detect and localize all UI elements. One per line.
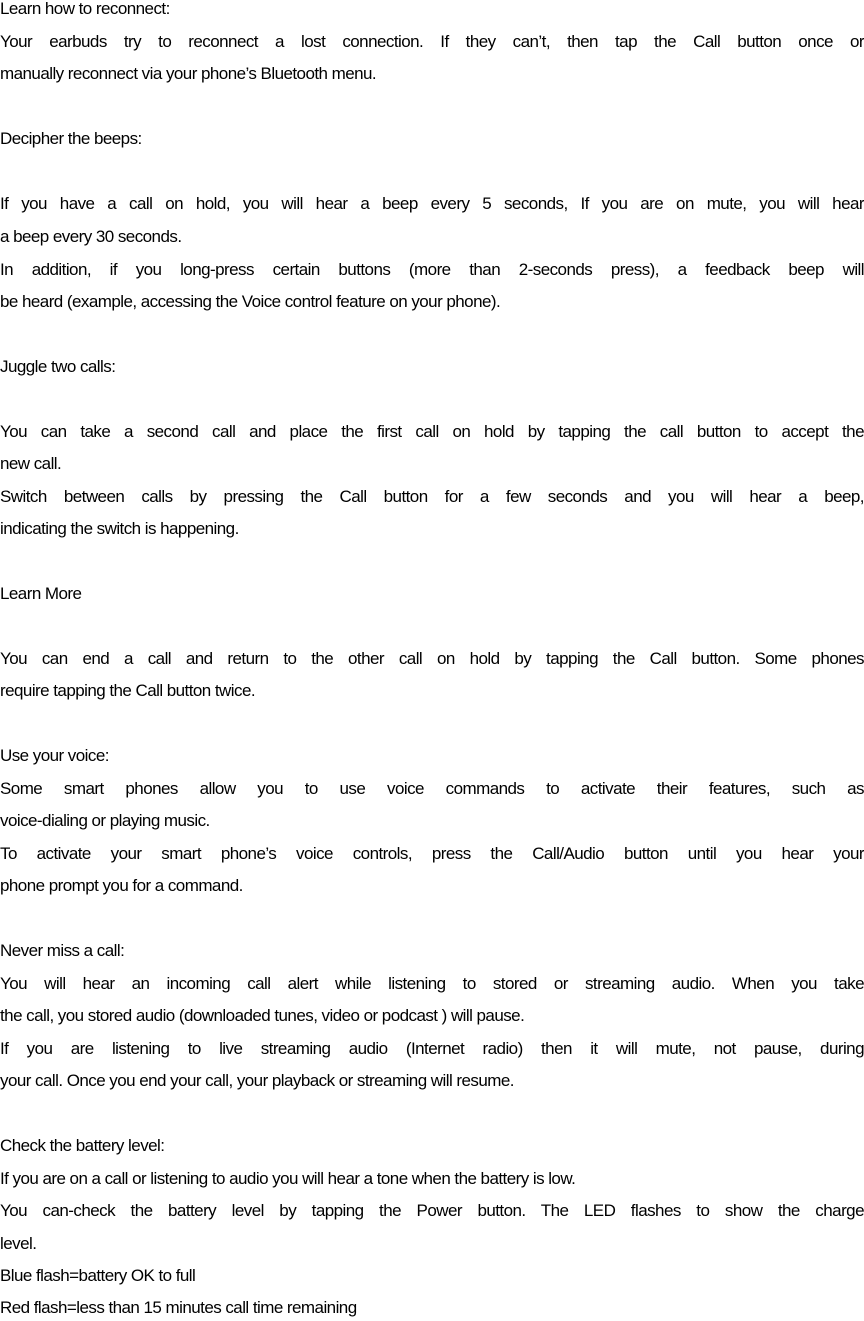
section-heading: Never miss a call: [0,941,125,960]
body-text-line: You can take a second call and place the first call on hold by tapping the call button to accept the [0,422,864,441]
body-text-line: be heard (example, accessing the Voice control feature on your phone). [0,292,501,311]
body-text-line: In addition, if you long-press certain buttons (more than 2-seconds press), a feedback beep will [0,260,864,279]
section-heading: Learn how to reconnect: [0,0,170,18]
body-text-line: To activate your smart phone’s voice controls, press the Call/Audio button until you hear your [0,844,864,863]
body-text-line: If you have a call on hold, you will hear a beep every 5 seconds, If you are on mute, you will hear [0,194,864,213]
body-text-line: If you are listening to live streaming audio (Internet radio) then it will mute, not pause, during [0,1039,864,1058]
body-text-line: You will hear an incoming call alert while listening to stored or streaming audio. When you take [0,974,864,993]
body-text-line: You can-check the battery level by tapping the Power button. The LED flashes to show the charge [0,1201,864,1220]
body-text-line: new call. [0,454,62,473]
section-heading: Use your voice: [0,746,109,765]
body-text-line: your call. Once you end your call, your playback or streaming will resume. [0,1071,514,1090]
body-text-line: indicating the switch is happening. [0,519,239,538]
learn-more-text: Learn More [0,584,82,603]
section-heading: Juggle two calls: [0,357,116,376]
body-text-line: If you are on a call or listening to audio you will hear a tone when the battery is low. [0,1169,576,1188]
body-text-line: voice-dialing or playing music. [0,811,210,830]
body-text-line: phone prompt you for a command. [0,876,243,895]
body-text-line: Switch between calls by pressing the Call button for a few seconds and you will hear a beep, [0,487,864,506]
body-text-line: Your earbuds try to reconnect a lost connection. If they can’t, then tap the Call button once or [0,32,864,51]
body-text-line: Blue flash=battery OK to full [0,1266,196,1285]
body-text-line: the call, you stored audio (downloaded tunes, video or podcast ) will pause. [0,1006,525,1025]
body-text-line: level. [0,1234,37,1253]
body-text-line: Red flash=less than 15 minutes call time remaining [0,1298,357,1317]
body-text-line: manually reconnect via your phone’s Bluetooth menu. [0,64,377,83]
body-text-line: Some smart phones allow you to use voice commands to activate their features, such as [0,779,864,798]
section-heading: Check the battery level: [0,1136,165,1155]
body-text-line: require tapping the Call button twice. [0,681,256,700]
body-text-line: a beep every 30 seconds. [0,227,182,246]
body-text-line: You can end a call and return to the other call on hold by tapping the Call button. Some phones [0,649,864,668]
section-heading: Decipher the beeps: [0,129,142,148]
